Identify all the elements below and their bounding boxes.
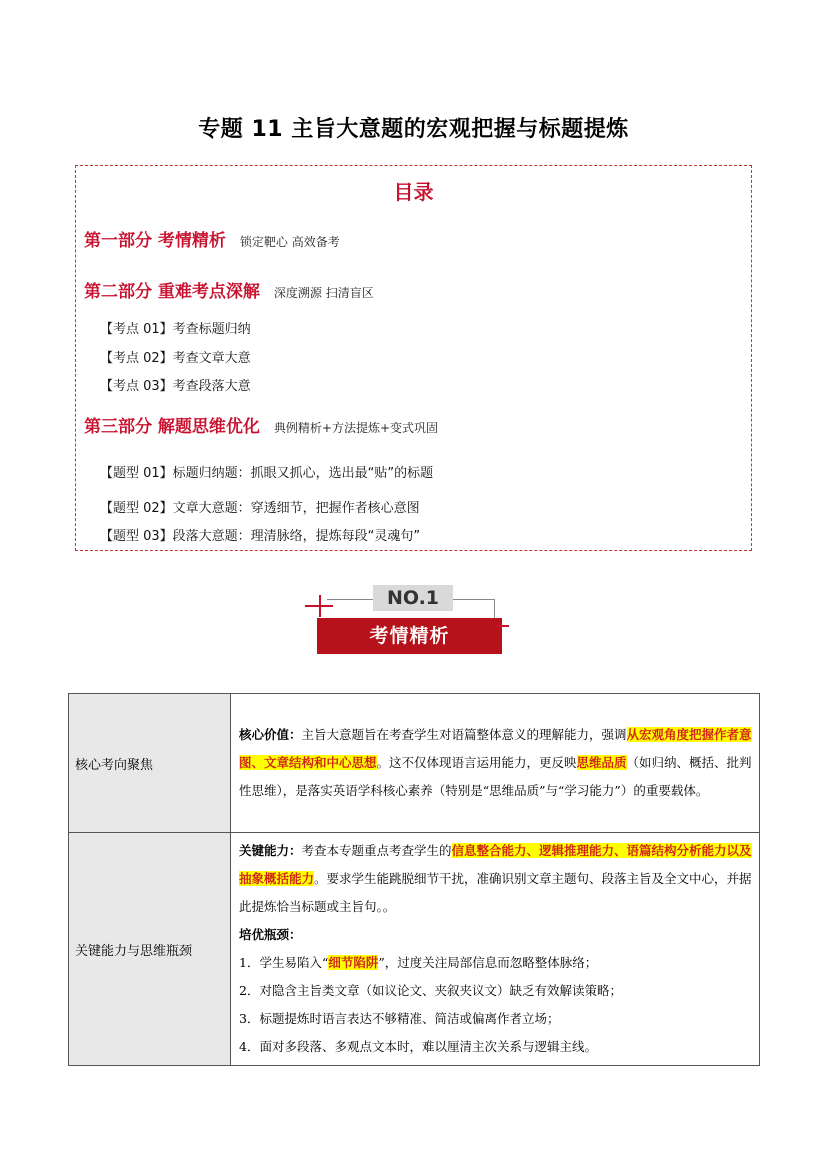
toc-part-sub: 锁定靶心 高效备考	[239, 235, 340, 249]
bottleneck-label: 培优瓶颈：	[239, 927, 302, 942]
highlight: 信息整合能力、逻辑推理能力、语篇结构分析能力以及抽象概括能力	[239, 843, 752, 886]
text: 主旨大意题旨在考查学生对语篇整体意义的理解能力，强调	[301, 727, 627, 742]
banner-number: NO.1	[373, 585, 453, 611]
highlight: 细节陷阱	[328, 955, 379, 970]
lead-label: 关键能力：	[239, 843, 302, 858]
banner-decor-line	[495, 625, 509, 627]
toc-part-title: 第一部分 考情精析	[84, 231, 226, 251]
toc-part-title: 第三部分 解题思维优化	[84, 417, 260, 437]
bottleneck-item-1	[239, 949, 753, 977]
row-label: 核心考向聚焦	[69, 694, 231, 833]
text: （如归纳、概括、批判性思维），是落实英语学科核心素养（特别是“思维品质”与“学习能力”）的重要载体。	[239, 755, 752, 798]
table-row	[69, 694, 760, 833]
toc-part-3[interactable]	[84, 412, 438, 437]
banner-decor-line	[319, 595, 321, 617]
text: 。这不仅体现语言运用能力，更反映	[376, 755, 577, 770]
text: 1．学生易陷入“	[239, 955, 329, 970]
table-of-contents	[75, 165, 752, 551]
toc-tixing-3[interactable]: 【题型 03】段落大意题：理清脉络，提炼每段“灵魂句”	[100, 529, 421, 544]
toc-part-title: 第二部分 重难考点深解	[84, 282, 260, 302]
toc-kaodian-3[interactable]: 【考点 03】考查段落大意	[100, 379, 251, 394]
row-content	[231, 694, 760, 833]
banner-label: 考情精析	[317, 618, 502, 654]
key-ability-paragraph	[239, 837, 753, 921]
text: ”，过度关注局部信息而忽略整体脉络；	[378, 955, 598, 970]
toc-part-2[interactable]	[84, 277, 374, 302]
toc-heading: 目录	[393, 180, 434, 204]
row-label: 关键能力与思维瓶颈	[69, 833, 231, 1066]
table-row	[69, 833, 760, 1066]
toc-tixing-1[interactable]: 【题型 01】标题归纳题：抓眼又抓心，选出最“贴”的标题	[100, 466, 434, 481]
toc-kaodian-1[interactable]: 【考点 01】考查标题归纳	[100, 322, 251, 337]
toc-kaodian-2[interactable]: 【考点 02】考查文章大意	[100, 351, 251, 366]
toc-tixing-2[interactable]: 【题型 02】文章大意题：穿透细节，把握作者核心意图	[100, 501, 420, 516]
highlight: 思维品质	[576, 755, 627, 770]
bottleneck-item-3: 3．标题提炼时语言表达不够精准、简洁或偏离作者立场；	[239, 1011, 560, 1026]
toc-part-sub: 典例精析+方法提炼+变式巩固	[273, 421, 439, 435]
text: 考查本专题重点考查学生的	[301, 843, 452, 858]
lead-label: 核心价值：	[239, 727, 302, 742]
highlight: 从宏观角度把握作者意图、文章结构和中心思想	[239, 727, 752, 770]
text: 。要求学生能跳脱细节干扰，准确识别文章主题句、段落主旨及全文中心，并据此提炼恰当标题或主旨句。。	[239, 871, 752, 914]
row-content	[231, 833, 760, 1066]
bottleneck-item-4: 4．面对多段落、多观点文本时，难以厘清主次关系与逻辑主线。	[239, 1039, 597, 1054]
section-banner	[305, 585, 515, 655]
bottleneck-item-2: 2．对隐含主旨类文章（如议论文、夹叙夹议文）缺乏有效解读策略；	[239, 983, 622, 998]
toc-part-sub: 深度溯源 扫清盲区	[273, 286, 374, 300]
exam-analysis-table	[68, 693, 760, 1066]
toc-part-1[interactable]	[84, 226, 340, 251]
page-title: 专题 11 主旨大意题的宏观把握与标题提炼	[198, 117, 629, 142]
core-value-paragraph	[239, 721, 753, 805]
